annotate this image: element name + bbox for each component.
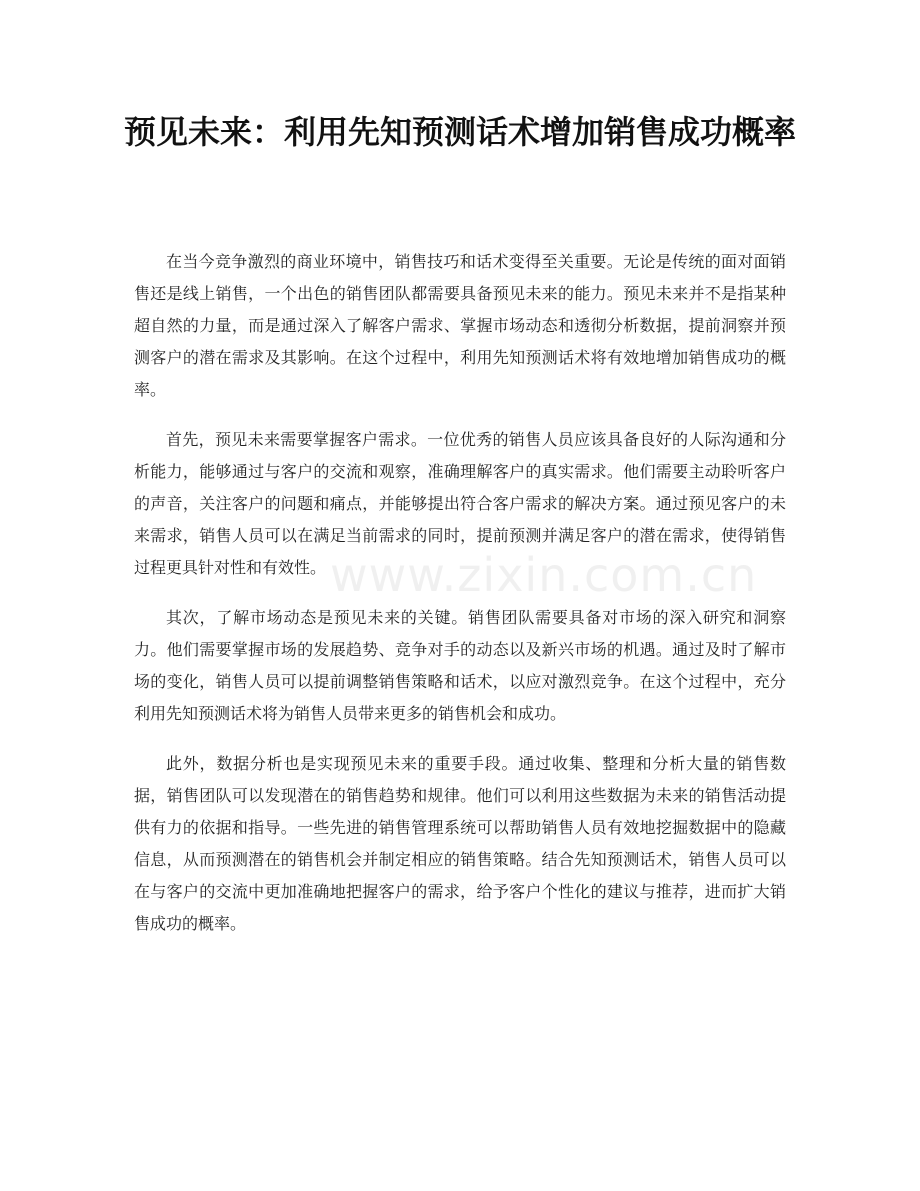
paragraph-customer-needs: 首先，预见未来需要掌握客户需求。一位优秀的销售人员应该具备良好的人际沟通和分析能力，能够通过与客户的交流和观察，准确理解客户的真实需求。他们需要主动聆听客户的声音，关注客户的问题和痛点，并能够提出符合客户需求的解决方案。通过预见客户的未来需求，销售人员可以在满足当前需求的同时，提前预测并满足客户的潜在需求，使得销售过程更具针对性和有效性。 xyxy=(134,430,786,577)
document-body xyxy=(134,246,786,958)
paragraph-market-dynamics: 其次，了解市场动态是预见未来的关键。销售团队需要具备对市场的深入研究和洞察力。他们需要掌握市场的发展趋势、竞争对手的动态以及新兴市场的机遇。通过及时了解市场的变化，销售人员可以提前调整销售策略和话术，以应对激烈竞争。在这个过程中，充分利用先知预测话术将为销售人员带来更多的销售机会和成功。 xyxy=(134,608,786,723)
paragraph-data-analysis: 此外，数据分析也是实现预见未来的重要手段。通过收集、整理和分析大量的销售数据，销售团队可以发现潜在的销售趋势和规律。他们可以利用这些数据为未来的销售活动提供有力的依据和指导。一些先进的销售管理系统可以帮助销售人员有效地挖掘数据中的隐藏信息，从而预测潜在的销售机会并制定相应的销售策略。结合先知预测话术，销售人员可以在与客户的交流中更加准确地把握客户的需求，给予客户个性化的建议与推荐，进而扩大销售成功的概率。 xyxy=(134,754,786,933)
document-title: 预见未来：利用先知预测话术增加销售成功概率 xyxy=(123,113,796,151)
watermark: www.zixin.com.cn xyxy=(330,548,758,602)
paragraph-intro: 在当今竞争激烈的商业环境中，销售技巧和话术变得至关重要。无论是传统的面对面销售还是线上销售，一个出色的销售团队都需要具备预见未来的能力。预见未来并不是指某种超自然的力量，而是通过深入了解客户需求、掌握市场动态和透彻分析数据，提前洞察并预测客户的潜在需求及其影响。在这个过程中，利用先知预测话术将有效地增加销售成功的概率。 xyxy=(134,252,786,399)
